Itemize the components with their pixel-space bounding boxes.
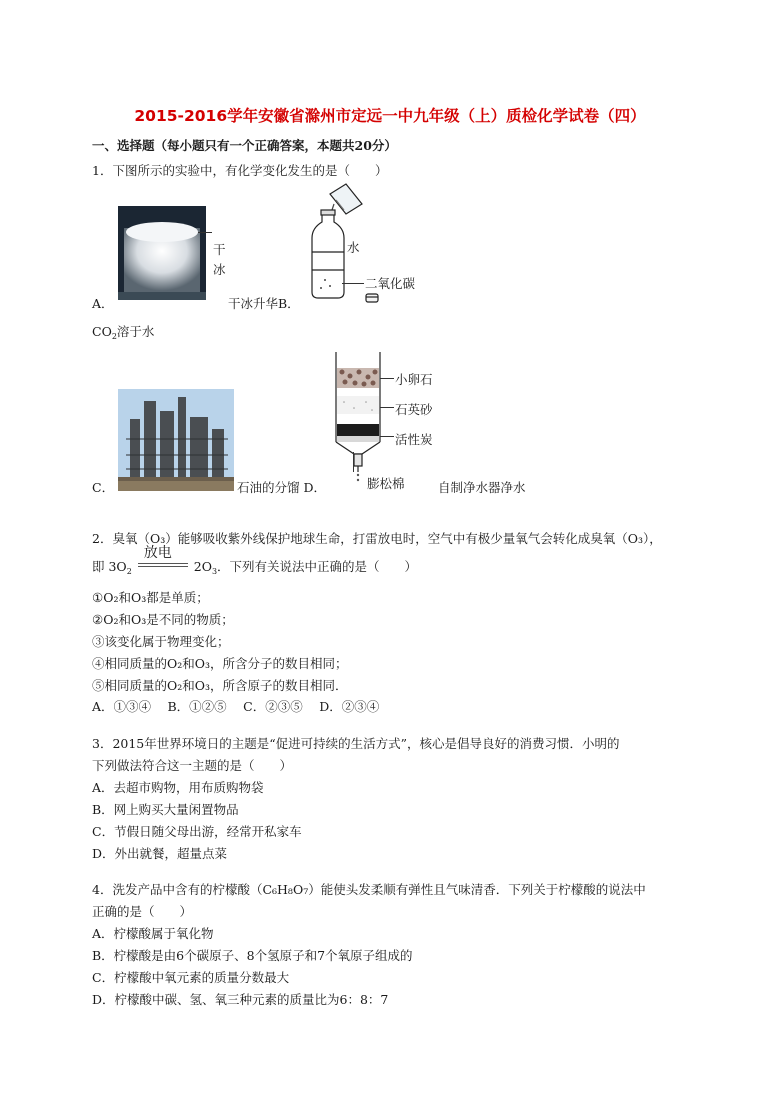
q2-equation: 即 $3O_2$ 放电 $2O_3$．下列有关说法中正确的是（ ） (92, 557, 417, 575)
q3-option-a: A．去超市购物，用布质购物袋 (92, 780, 264, 795)
dry-ice-photo (118, 206, 206, 300)
q4-option-b: B．柠檬酸是由6个碳原子、8个氢原子和7个氧原子组成的 (92, 948, 413, 963)
quartz-label: 石英砂 (395, 402, 433, 417)
q3-option-b: B．网上购买大量闲置物品 (92, 802, 239, 817)
q2-statement-2: ②O₂和O₃是不同的物质； (92, 612, 234, 627)
exam-title: 2015-2016学年安徽省滁州市定远一中九年级（上）质检化学试卷（四） (134, 107, 646, 125)
q1-caption-a: 干冰升华B． (228, 296, 300, 311)
q3-option-d: D．外出就餐，超量点菜 (92, 846, 228, 861)
co2-label: 二氧化碳 (365, 276, 416, 291)
q2-options: A．①③④ B．①②⑤ C．②③⑤ D．②③④ (92, 699, 380, 714)
q1-option-a-label: A． (92, 296, 114, 311)
carbon-label: 活性炭 (395, 432, 433, 447)
dry-ice-label-2: 冰 (213, 262, 226, 277)
reaction-condition: 放电 (143, 545, 172, 561)
q4-option-d: D．柠檬酸中碳、氢、氧三种元素的质量比为6：8：7 (92, 992, 389, 1007)
dry-ice-pointer (198, 232, 212, 233)
water-label: 水 (347, 240, 360, 255)
q2-statement-1: ①O₂和O₃都是单质； (92, 590, 209, 605)
pebble-pointer (380, 378, 394, 379)
q1-caption-d: 自制净水器净水 (438, 480, 526, 495)
q4-option-a: A．柠檬酸属于氧化物 (92, 926, 214, 941)
q3-stem-line1: 3．2015年世界环境日的主题是“促进可持续的生活方式”，核心是倡导良好的消费习惯．小明的 (92, 736, 620, 751)
section-heading: 一、选择题（每小题只有一个正确答案，本题共20分） (92, 138, 397, 153)
q1-caption-b: $CO_2$溶于水 (92, 324, 155, 341)
water-filter-diagram (326, 350, 390, 482)
q4-stem-line2: 正确的是（ ） (92, 904, 193, 919)
dry-ice-label-1: 干 (213, 242, 226, 257)
carbon-pointer (380, 436, 394, 437)
pebble-label: 小卵石 (395, 372, 433, 387)
q2-statement-4: ④相同质量的O₂和O₃，所含分子的数目相同； (92, 656, 348, 671)
cotton-label: 膨松棉 (367, 476, 405, 491)
q4-stem-line1: 4．洗发产品中含有的柠檬酸（C₆H₈O₇）能使头发柔顺有弹性且气味清香．下列关于柠檬酸的说法中 (92, 882, 646, 897)
q4-option-c: C．柠檬酸中氧元素的质量分数最大 (92, 970, 290, 985)
q1-option-c-label: C． (92, 480, 115, 495)
q3-option-c: C．节假日随父母出游，经常开私家车 (92, 824, 302, 839)
cotton-pointer (353, 452, 354, 472)
refinery-photo (118, 389, 234, 491)
reaction-arrow (138, 545, 188, 574)
q3-stem-line2: 下列做法符合这一主题的是（ ） (92, 758, 293, 773)
co2-pointer (342, 283, 364, 284)
q2-statement-3: ③该变化属于物理变化； (92, 634, 230, 649)
q1-stem: 1．下图所示的实验中，有化学变化发生的是（ ） (92, 163, 388, 178)
quartz-pointer (380, 407, 394, 408)
q2-statement-5: ⑤相同质量的O₂和O₃，所含原子的数目相同． (92, 678, 348, 693)
q1-caption-c: 石油的分馏 D． (237, 480, 326, 495)
q2-stem-line1: 2．臭氧（O₃）能够吸收紫外线保护地球生命，打雷放电时，空气中有极少量氧气会转化成臭氧（O₃）， (92, 531, 662, 546)
